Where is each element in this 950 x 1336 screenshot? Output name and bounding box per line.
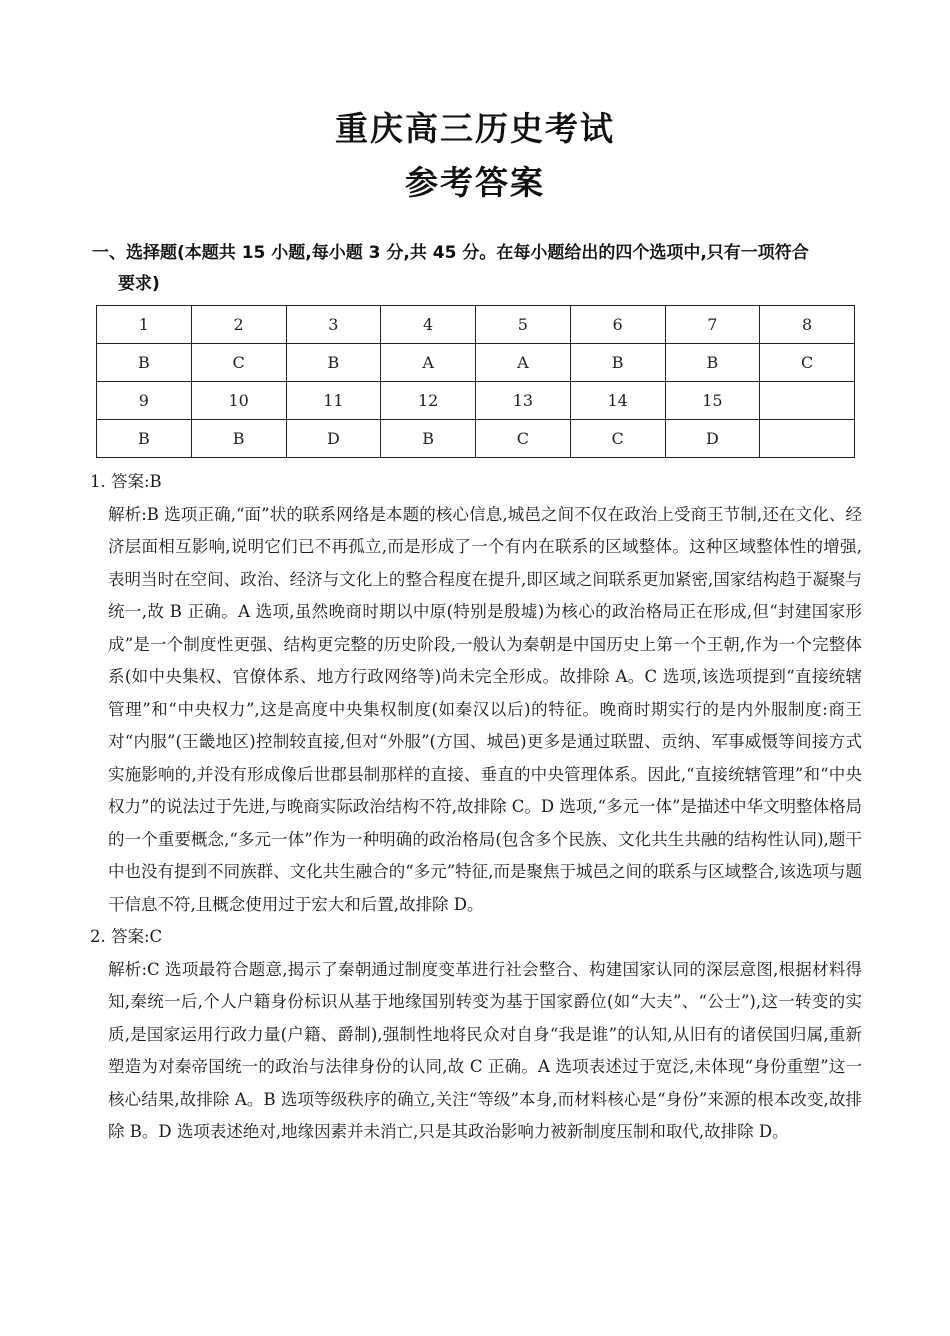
question-number-row: [97, 382, 855, 420]
answer-row: [97, 344, 855, 382]
answer-cell: C: [191, 344, 286, 382]
answer-cell: C: [570, 420, 665, 458]
answer-row: [97, 420, 855, 458]
answer-table: [96, 305, 855, 458]
answer-cell: A: [381, 344, 476, 382]
page-subtitle: 参考答案: [405, 163, 545, 202]
page-title: 重庆高三历史考试: [335, 109, 615, 148]
answer-cell: B: [381, 420, 476, 458]
question-number-cell: 10: [191, 382, 286, 420]
answer-cell: B: [286, 344, 381, 382]
answer-cell: B: [97, 344, 192, 382]
question-number-cell: 11: [286, 382, 381, 420]
answer-cell: D: [286, 420, 381, 458]
question-number-cell: 7: [665, 306, 760, 344]
question-number-cell: 2: [191, 306, 286, 344]
question-1-explanation: 解析:B 选项正确,“面”状的联系网络是本题的核心信息,城邑之间不仅在政治上受商王节制,还在文化、经济层面相互影响,说明它们已不再孤立,而是形成了一个有内在联系的区域整体。这种区域整体性的增强,表明当时在空间、政治、经济与文化上的整合程度在提升,即区域之间联系更加紧密,国家结构趋于凝聚与统一,故 B 正确。A 选项,虽然晚商时期以中原(特别是殷墟)为核心的政治格局正在形成,但“封建国家形成”是一个制度性更强、结构更完整的历史阶段,一般认为秦朝是中国历史上第一个王朝,作为一个完整体系(如中央集权、官僚体系、地方行政网络等)尚未完全形成。故排除 A。C 选项,该选项提到“直接统辖管理”和“中央权力”,这是高度中央集权制度(如秦汉以后)的特征。晚商时期实行的是内外服制度:商王对“内服”(王畿地区)控制较直接,但对“外服”(方国、城邑)更多是通过联盟、贡纳、军事威慑等间接方式实施影响的,并没有形成像后世郡县制那样的直接、垂直的中央管理体系。因此,“直接统辖管理”和“中央权力”的说法过于先进,与晚商实际政治结构不符,故排除 C。D 选项,“多元一体”是描述中华文明整体格局的一个重要概念,“多元一体”作为一种明确的政治格局(包含多个民族、文化共生共融的结构性认同),题干中也没有提到不同族群、文化共生融合的“多元”特征,而是聚焦于城邑之间的联系与区域整合,该选项与题干信息不符,且概念使用过于宏大和后置,故排除 D。: [108, 504, 862, 914]
explanations: [90, 466, 862, 1149]
answer-cell: B: [97, 420, 192, 458]
question-number-cell: [760, 382, 855, 420]
question-number-cell: 9: [97, 382, 192, 420]
question-number-cell: 5: [476, 306, 571, 344]
answer-cell: [760, 420, 855, 458]
question-number-cell: 15: [665, 382, 760, 420]
answer-cell: B: [570, 344, 665, 382]
section-heading-line-2: 要求): [118, 274, 160, 294]
answer-cell: C: [476, 420, 571, 458]
answer-cell: C: [760, 344, 855, 382]
question-number-cell: 4: [381, 306, 476, 344]
section-heading: [92, 238, 864, 300]
question-2-answer: 2. 答案:C: [90, 927, 163, 946]
answer-cell: B: [665, 344, 760, 382]
question-number-cell: 8: [760, 306, 855, 344]
question-number-cell: 12: [381, 382, 476, 420]
question-1-answer: 1. 答案:B: [90, 472, 162, 491]
question-number-cell: 14: [570, 382, 665, 420]
answer-cell: B: [191, 420, 286, 458]
question-number-cell: 13: [476, 382, 571, 420]
answer-cell: D: [665, 420, 760, 458]
section-heading-line-1: 一、选择题(本题共 15 小题,每小题 3 分,共 45 分。在每小题给出的四个选项中,只有一项符合: [92, 243, 809, 263]
question-2-explanation: 解析:C 选项最符合题意,揭示了秦朝通过制度变革进行社会整合、构建国家认同的深层意图,根据材料得知,秦统一后,个人户籍身份标识从基于地缘国别转变为基于国家爵位(如“大夫”、“公士”),这一转变的实质,是国家运用行政力量(户籍、爵制),强制性地将民众对自身“我是谁”的认知,从旧有的诸侯国归属,重新塑造为对秦帝国统一的政治与法律身份的认同,故 C 正确。A 选项表述过于宽泛,未体现“身份重塑”这一核心结果,故排除 A。B 选项等级秩序的确立,关注“等级”本身,而材料核心是“身份”来源的根本改变,故排除 B。D 选项表述绝对,地缘因素并未消亡,只是其政治影响力被新制度压制和取代,故排除 D。: [108, 959, 862, 1141]
question-number-cell: 6: [570, 306, 665, 344]
answer-cell: A: [476, 344, 571, 382]
question-number-cell: 3: [286, 306, 381, 344]
question-number-cell: 1: [97, 306, 192, 344]
question-number-row: [97, 306, 855, 344]
